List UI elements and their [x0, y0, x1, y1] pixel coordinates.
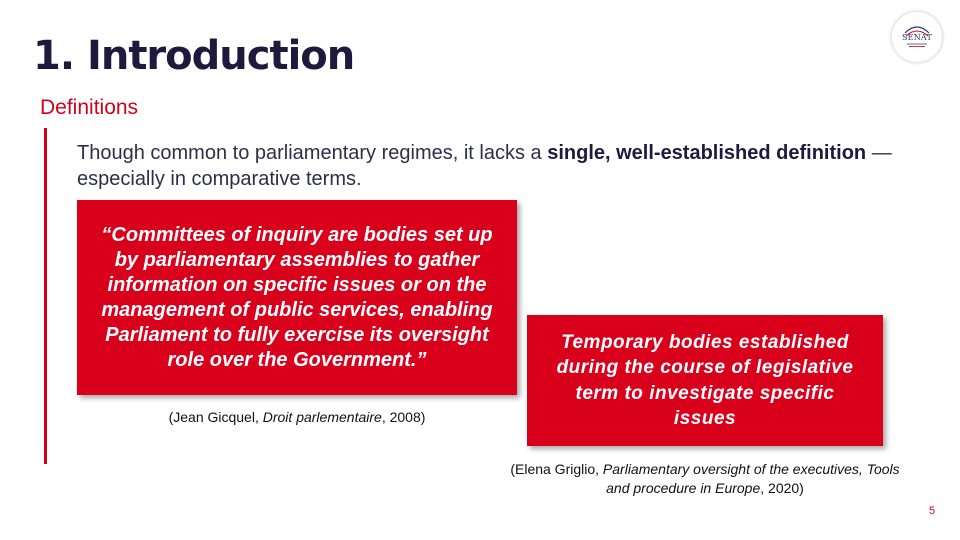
griglio-citation — [500, 460, 910, 498]
section-subtitle: Definitions — [40, 96, 139, 119]
gicquel-definition-box — [77, 200, 517, 395]
citation-work-title: Parliamentary oversight of the executives, Tools and procedure in Europe — [602, 461, 900, 496]
accent-bar — [44, 128, 47, 464]
intro-text-end: — especially in comparative terms. — [77, 142, 892, 190]
senat-logo — [892, 12, 942, 62]
intro-paragraph — [77, 140, 917, 192]
logo-text: SÉNAT — [902, 33, 932, 42]
intro-bold-text: single, well-established definition — [547, 142, 867, 164]
gicquel-quote-text: “Committees of inquiry are bodies set up by parliamentary assemblies to gather information on specific issues or on the management of public services, enabling Parliament to fully exercise its oversight role over the Government.” — [101, 223, 493, 371]
citation-work-title: Droit parlementaire — [262, 409, 382, 425]
gicquel-citation — [77, 408, 517, 427]
citation-year: , 2020) — [760, 480, 804, 496]
griglio-definition-box — [527, 315, 883, 446]
citation-author: (Elena Griglio, — [510, 461, 603, 477]
citation-author: (Jean Gicquel, — [168, 409, 263, 425]
intro-text-start: Though common to parliamentary regimes, it lacks a — [77, 142, 548, 164]
griglio-quote-text: Temporary bodies established during the course of legislative term to investigate specific issues — [556, 331, 854, 429]
page-number: 5 — [929, 505, 936, 517]
slide-title: 1. Introduction — [33, 33, 355, 79]
citation-year: , 2008) — [381, 409, 426, 425]
